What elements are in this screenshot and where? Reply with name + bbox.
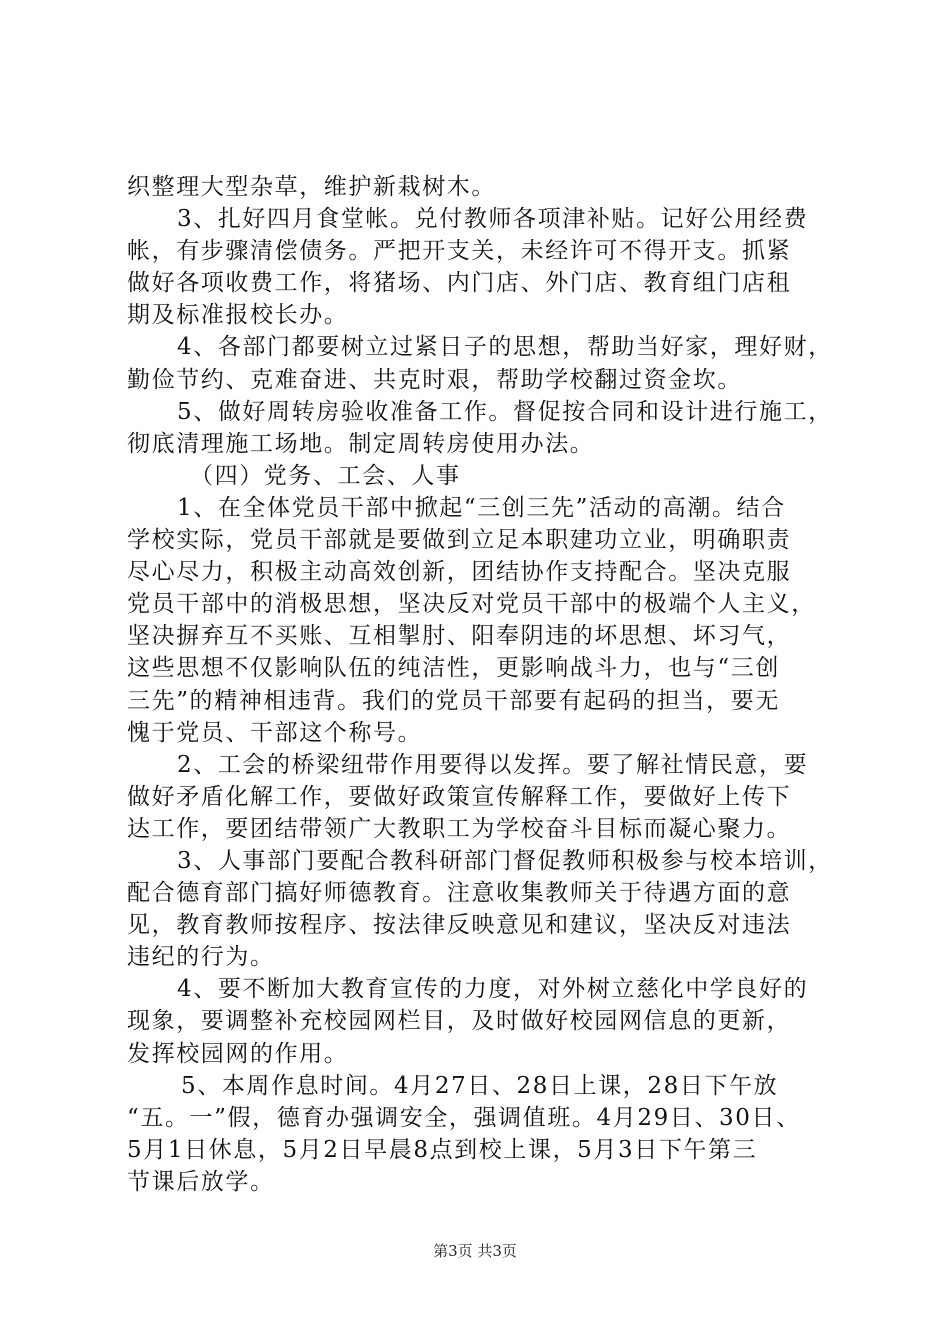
text-line: 节课后放学。 (127, 1168, 275, 1195)
text-line: 配合德育部门搞好师德教育。注意收集教师关于待遇方面的意 (127, 880, 792, 907)
text-line: 违纪的行为。 (127, 944, 275, 971)
text-line: 3、人事部门要配合教科研部门督促教师积极参与校本培训， (177, 847, 833, 874)
text-line: 帐，有步骤清偿债务。严把开支关，未经许可不得开支。抓紧 (127, 238, 792, 265)
text-line: 坚决摒弃互不买账、互相掣肘、阳奉阴违的坏思想、坏习气， (127, 623, 792, 650)
text-line: 达工作，要团结带领广大教职工为学校奋斗目标而凝心聚力。 (127, 815, 792, 842)
text-line: 3、扎好四月食堂帐。兑付教师各项津补贴。记好公用经费 (177, 206, 809, 233)
text-line: 这些思想不仅影响队伍的纯洁性，更影响战斗力，也与“三创 (127, 655, 780, 682)
text-line: 党员干部中的消极思想，坚决反对党员干部中的极端个人主义， (127, 591, 816, 618)
text-line: 织整理大型杂草，维护新栽树木。 (127, 174, 496, 200)
text-line: 期及标准报校长办。 (127, 302, 349, 329)
text-line: 做好各项收费工作，将猪场、内门店、外门店、教育组门店租 (127, 270, 792, 297)
text-line: 5、做好周转房验收准备工作。督促按合同和设计进行施工， (177, 398, 833, 425)
text-line: 学校实际，党员干部就是要做到立足本职建功立业，明确职责 (127, 527, 792, 554)
text-line: 4、各部门都要树立过紧日子的思想，帮助当好家，理好财， (177, 334, 833, 361)
text-line: 愧于党员、干部这个称号。 (127, 719, 423, 746)
text-line: 三先”的精神相违背。我们的党员干部要有起码的担当，要无 (127, 687, 780, 714)
text-line: 彻底清理施工场地。制定周转房使用办法。 (127, 430, 595, 457)
document-body (127, 171, 847, 1198)
page-number-footer: 第3页 共3页 (433, 1242, 517, 1260)
text-line: 见，教育教师按程序、按法律反映意见和建议，坚决反对违法 (127, 912, 792, 939)
text-line: 发挥校园网的作用。 (127, 1040, 349, 1067)
text-line: 4、要不断加大教育宣传的力度，对外树立慈化中学良好的 (177, 976, 809, 1003)
text-line: 2、工会的桥梁纽带作用要得以发挥。要了解社情民意，要 (177, 751, 809, 778)
text-line: 1、在全体党员干部中掀起“三创三先”活动的高潮。结合 (177, 494, 786, 521)
section-heading: （四）党务、工会、人事 (190, 462, 461, 489)
text-line: 做好矛盾化解工作，要做好政策宣传解释工作，要做好上传下 (127, 783, 792, 810)
text-line: 现象，要调整补充校园网栏目，及时做好校园网信息的更新， (127, 1008, 792, 1035)
text-line: 5月1日休息，5月2日早晨8点到校上课，5月3日下午第三 (127, 1136, 758, 1163)
text-line: “五。一”假，德育办强调安全，强调值班。4月29日、30日、 (127, 1104, 801, 1131)
text-line: 尽心尽力，积极主动高效创新，团结协作支持配合。坚决克服 (127, 559, 792, 586)
text-line: 5、本周作息时间。4月27日、28日上课，28日下午放 (181, 1072, 779, 1099)
text-line: 勤俭节约、克难奋进、共克时艰，帮助学校翻过资金坎。 (127, 366, 742, 393)
